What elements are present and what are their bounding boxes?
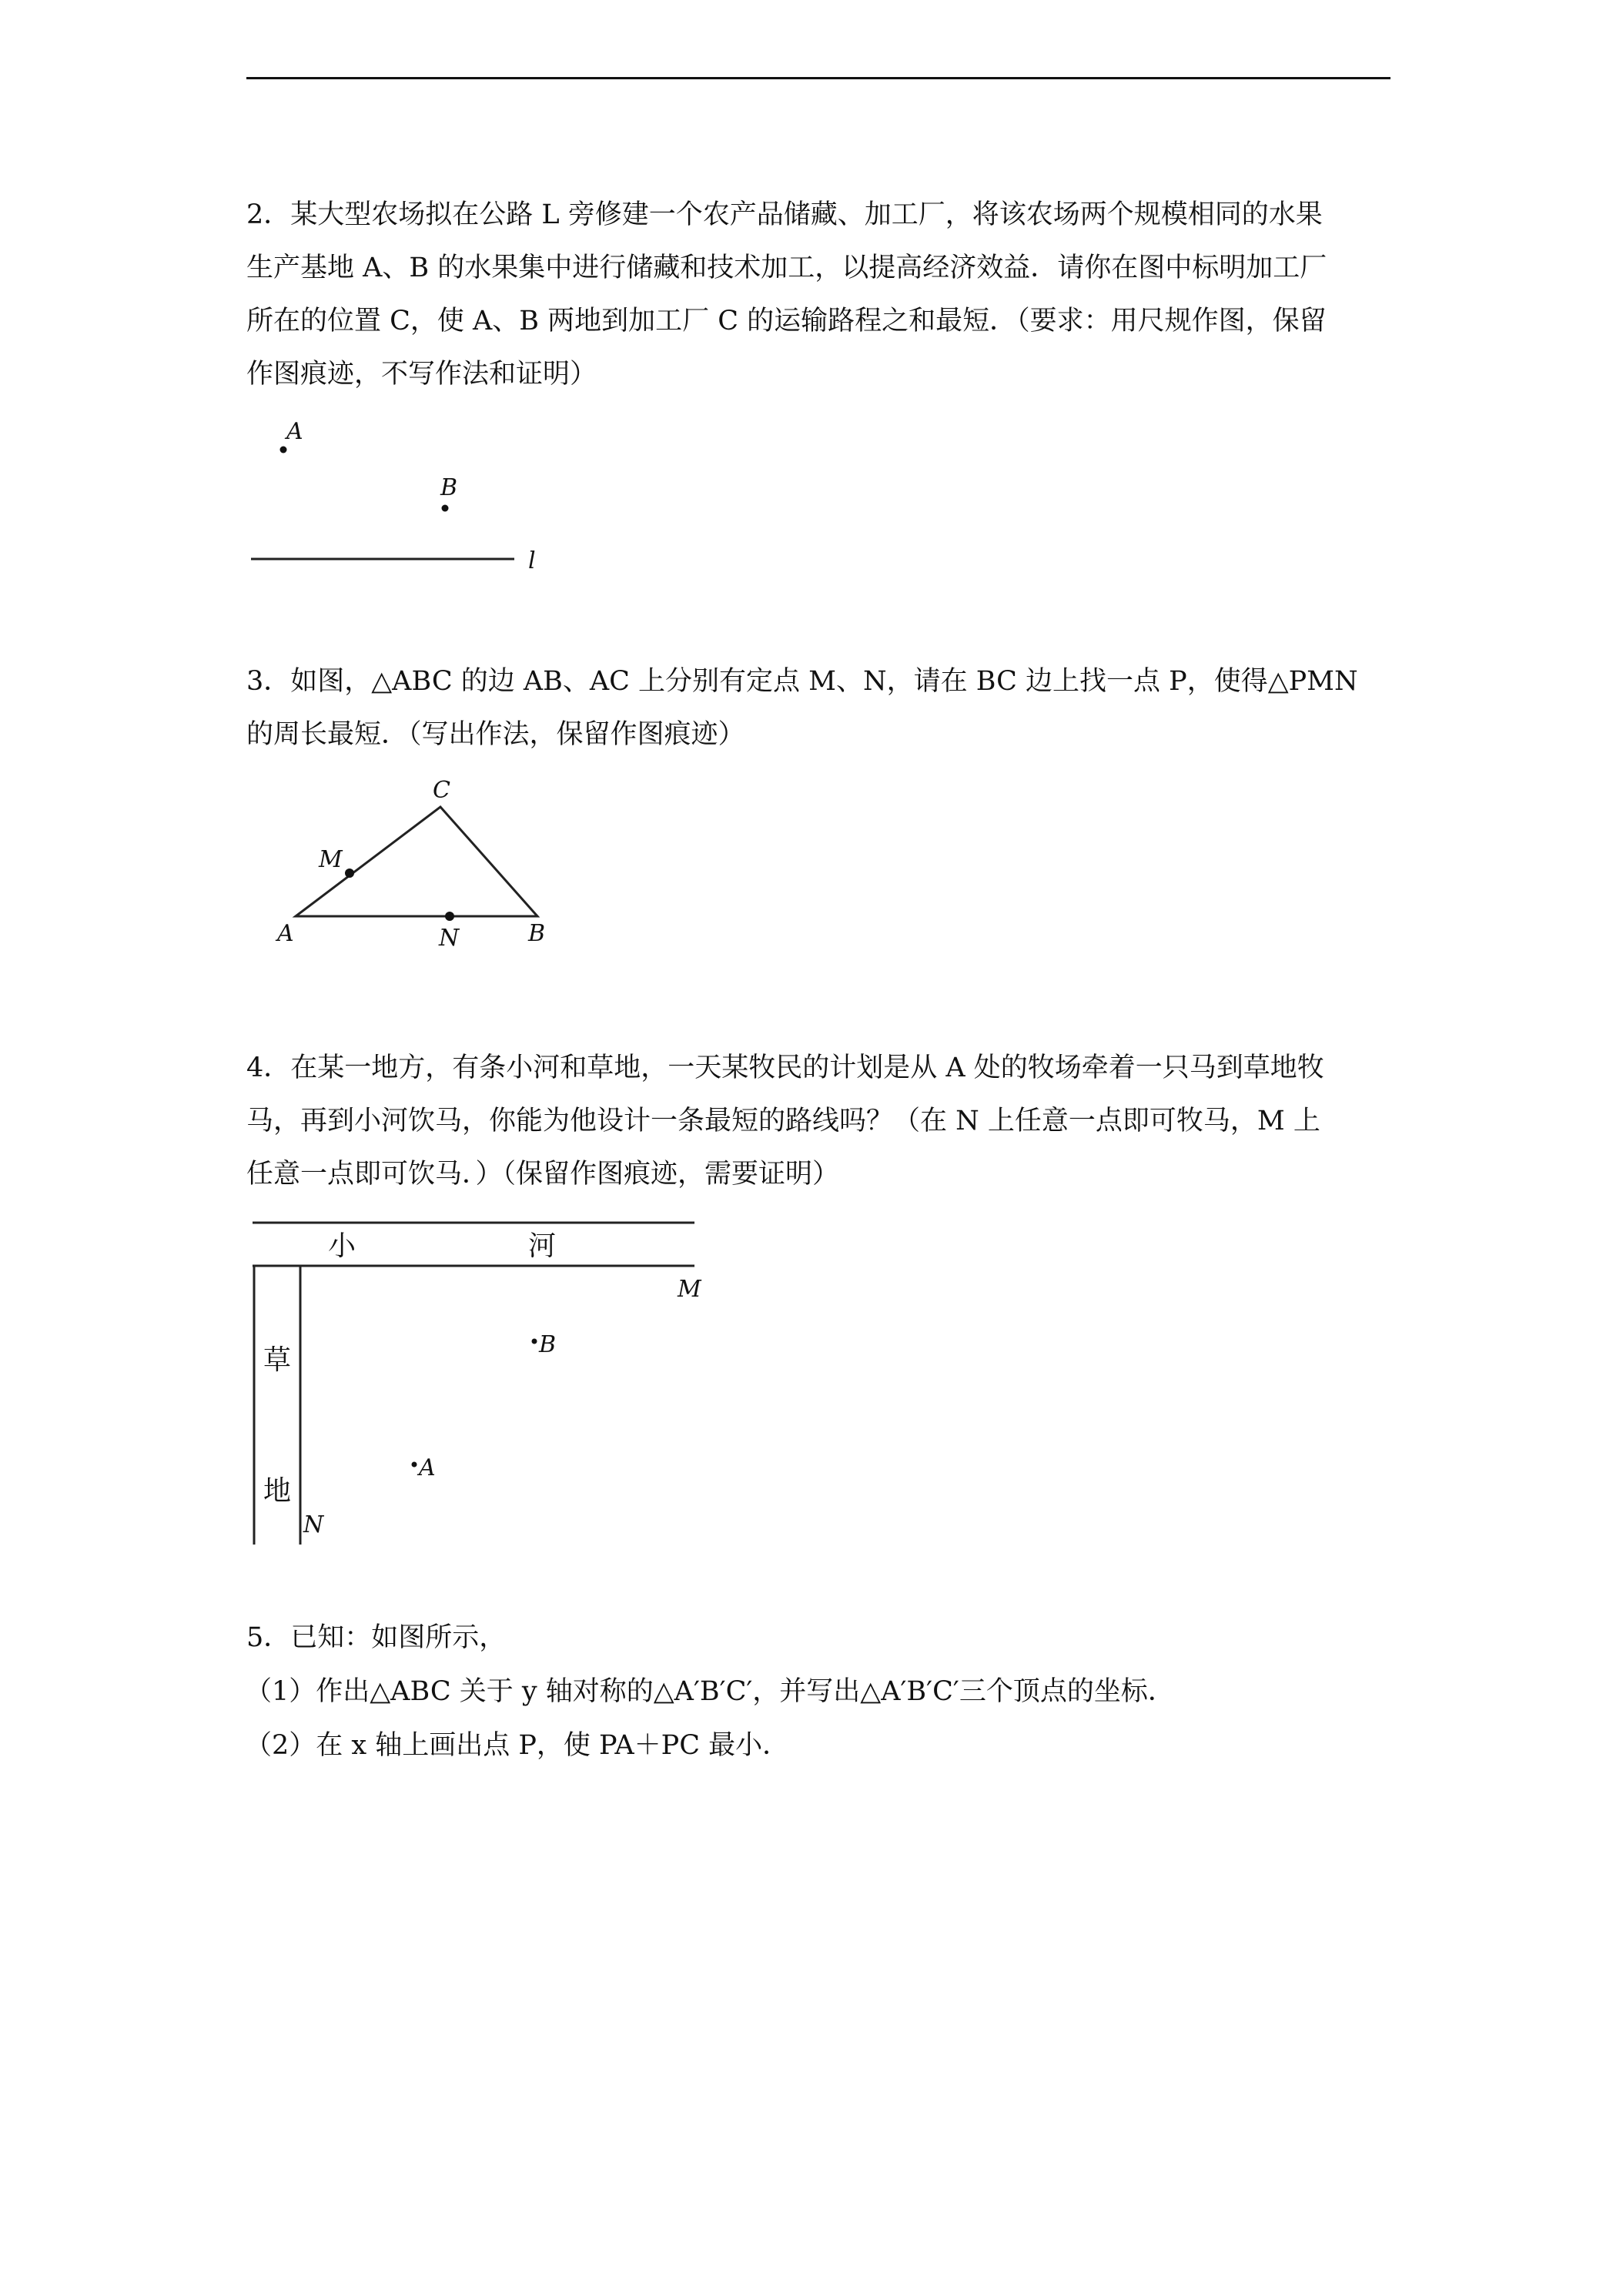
- problem-3-line-2: 的周长最短．（写出作法，保留作图痕迹）: [246, 719, 745, 750]
- grass-char-2: 地: [263, 1475, 292, 1507]
- vertex-a-label: A: [277, 920, 294, 947]
- figure-2-road-diagram: [246, 416, 570, 585]
- vertex-c-label: C: [433, 777, 450, 804]
- label-m: M: [678, 1276, 701, 1303]
- river-char-2: 河: [528, 1230, 557, 1262]
- point-a-dot: [412, 1462, 417, 1468]
- point-n-label: N: [439, 925, 460, 952]
- point-b-dot: [442, 505, 449, 512]
- problem-4-line-2: 马，再到小河饮马，你能为他设计一条最短的路线吗？（在 N 上任意一点即可牧马，M 上: [246, 1106, 1320, 1136]
- point-m-label: M: [319, 846, 343, 873]
- problem-5-line-3: （2）在 x 轴上画出点 P，使 PA＋PC 最小．: [245, 1730, 790, 1761]
- point-m-dot: [345, 869, 354, 878]
- problem-4-line-3: 任意一点即可饮马．）（保留作图痕迹，需要证明）: [246, 1159, 840, 1190]
- point-b-dot: [532, 1339, 537, 1344]
- header-rule: [246, 77, 1390, 79]
- figure-3-triangle-diagram: [246, 770, 570, 962]
- road-label: l: [528, 547, 536, 574]
- river-char-1: 小: [328, 1230, 356, 1262]
- problem-3-line-1: 3．如图，△ABC 的边 AB、AC 上分别有定点 M、N，请在 BC 边上找一点 P，使得△PMN: [246, 666, 1358, 697]
- problem-4-line-1: 4．在某一地方，有条小河和草地，一天某牧民的计划是从 A 处的牧场牵着一只马到草地牧: [246, 1053, 1324, 1083]
- problem-2-line-1: 2．某大型农场拟在公路 L 旁修建一个农产品储藏、加工厂，将该农场两个规模相同的水果: [246, 199, 1323, 230]
- point-b-label: B: [539, 1331, 557, 1358]
- problem-5-line-2: （1）作出△ABC 关于 y 轴对称的△A′B′C′，并写出△A′B′C′三个顶点的坐标．: [245, 1676, 1175, 1707]
- point-a-label: A: [286, 418, 303, 445]
- problem-2-line-2: 生产基地 A、B 的水果集中进行储藏和技术加工，以提高经济效益．请你在图中标明加工厂: [246, 253, 1327, 283]
- point-b-label: B: [440, 474, 458, 501]
- figure-4-river-grass-diagram: [246, 1209, 724, 1555]
- grass-char-1: 草: [263, 1344, 292, 1376]
- problem-2-line-3: 所在的位置 C，使 A、B 两地到加工厂 C 的运输路程之和最短．（要求：用尺规作图，保留: [246, 306, 1327, 336]
- point-n-dot: [445, 912, 454, 921]
- point-a-label: A: [419, 1454, 436, 1481]
- label-n: N: [303, 1511, 324, 1538]
- vertex-b-label: B: [528, 920, 546, 947]
- point-a-dot: [280, 447, 287, 454]
- problem-5-line-1: 5．已知：如图所示，: [246, 1622, 507, 1653]
- problem-2-line-4: 作图痕迹，不写作法和证明）: [246, 359, 597, 390]
